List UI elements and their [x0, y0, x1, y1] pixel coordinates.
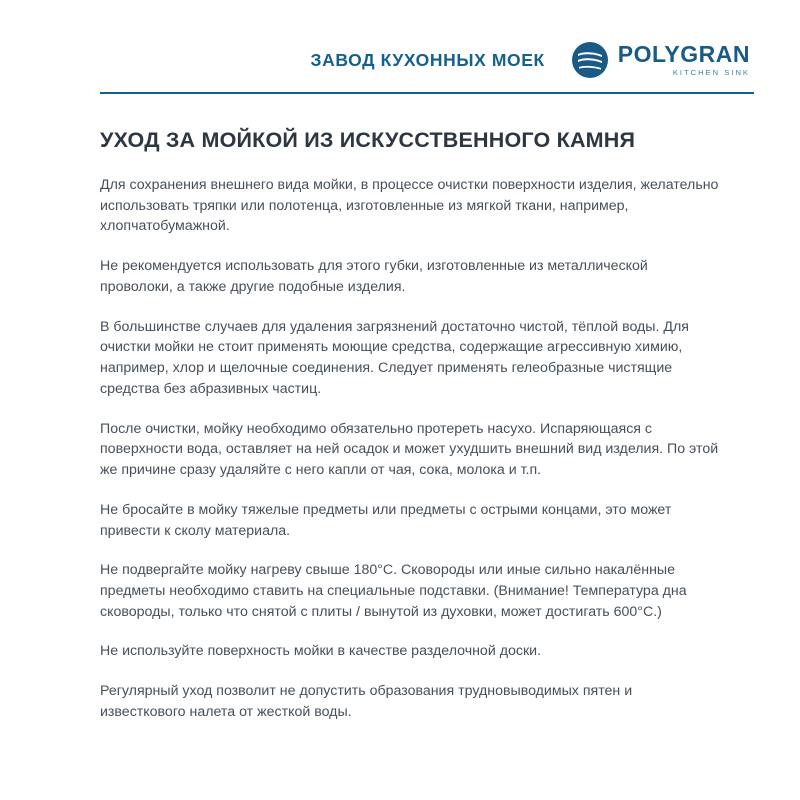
- logo-text: [618, 43, 750, 77]
- paragraph: После очистки, мойку необходимо обязательно протереть насухо. Испаряющаяся с поверхности вода, оставляет на ней осадок и может ухудшить внешний вид изделия. По этой же причине сразу удаляйте с него капли от чая, сока, молока и т.п.: [100, 420, 719, 479]
- wave-shell-logo-icon: [571, 41, 609, 79]
- paragraph: Регулярный уход позволит не допустить образования трудновыводимых пятен и известкового налета от жесткой воды.: [100, 683, 633, 720]
- logo-name: POLYGRAN: [617, 41, 750, 68]
- header-divider: [100, 92, 754, 94]
- paragraph: Не бросайте в мойку тяжелые предметы или предметы с острыми концами, это может привести к сколу материала.: [100, 501, 672, 539]
- paragraph: Не рекомендуется использовать для этого губки, изготовленные из металлической проволоки, а также другие подобные изделия.: [100, 258, 648, 295]
- logo-tagline: KITCHEN SINK: [672, 68, 750, 78]
- paragraph: Не подвергайте мойку нагреву свыше 180°С. Сковороды или иные сильно накалённые предметы необходимо ставить на специальные подставки. (Внимание! Температура дна сковороды, только что снятой с плиты / вынутой из духовки, может достигать 600°С.): [100, 562, 687, 620]
- paragraph: Для сохранения внешнего вида мойки, в процессе очистки поверхности изделия, желательно использовать тряпки или полотенца, изготовленные из мягкой ткани, например, хлопчатобумажной.: [100, 177, 719, 235]
- header-title: ЗАВОД КУХОННЫХ МОЕК: [310, 49, 545, 70]
- paragraph: Не используйте поверхность мойки в качестве разделочной доски.: [100, 643, 542, 660]
- brand-logo: [571, 41, 750, 79]
- document-body: [100, 128, 746, 723]
- paragraph: В большинстве случаев для удаления загрязнений достаточно чистой, тёплой воды. Для очистки мойки не стоит применять моющие средства, содержащие агрессивную химию, например, хлор и щелочные соединения. Следует применять гелеобразные чистящие средства без абразивных частиц.: [100, 318, 689, 397]
- page-title: УХОД ЗА МОЙКОЙ ИЗ ИСКУССТВЕННОГО КАМНЯ: [100, 128, 636, 152]
- page-header: [46, 34, 754, 86]
